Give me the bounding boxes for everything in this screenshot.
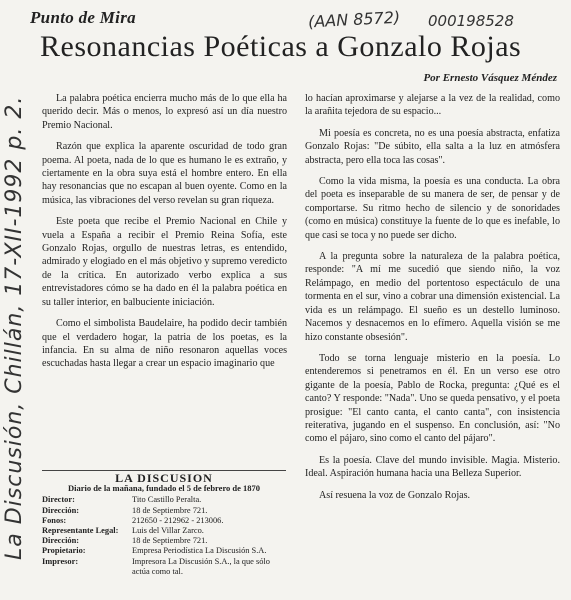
masthead-row	[42, 516, 286, 526]
masthead-row	[42, 495, 286, 505]
byline: Por Ernesto Vásquez Méndez	[423, 72, 557, 84]
section-title: Punto de Mira	[30, 8, 136, 27]
masthead-subtitle: Diario de la mañana, fundado el 5 de febrero de 1870	[67, 483, 261, 494]
masthead-key: Director:	[42, 495, 75, 505]
paragraph: Todo se torna lenguaje misterio en la poesía. Lo entenderemos si penetramos en él. En un verso ese otro gigante de la poesía, Pablo de Rocka, pregunta: ¿Qué es el canto? Y responde: "Nada". Uno se queda pensativo, y el poeta prosigue: "El canto canta, el canto canta", con insistencia reiterativa, jugando en el suspenso. En conclusión, así: "No como el pájaro, sino como el canto del pájaro".	[305, 352, 560, 445]
paragraph: Así resuena la voz de Gonzalo Rojas.	[319, 489, 471, 501]
masthead-value: Luis del Villar Zarco.	[132, 526, 204, 536]
paragraph: Como la vida misma, la poesía es una conducta. La obra del poeta es inseparable de su manera de ser, de pensar y de comportarse. Su ritmo hecho de silencio y de sonoridades (como en música) constituye la fuente de lo que es inefable, lo que casi se toca y no puede ser dicho.	[305, 176, 560, 241]
left-column	[42, 92, 287, 379]
masthead-title: LA DISCUSION	[115, 471, 213, 485]
paragraph: Razón que explica la aparente oscuridad de todo gran poema. Al poeta, nada de lo que es humano le es extraño, y ciertamente en la obra suya está el hombre entero. En ella hay resonancias que no escapan al buen oyente. Como en la música, las vibraciones del verso revelan su gran riqueza.	[42, 141, 287, 206]
masthead-row	[42, 506, 286, 516]
masthead-key: Dirección:	[42, 536, 80, 546]
masthead-key: Impresor:	[42, 556, 79, 566]
right-column	[305, 92, 560, 510]
masthead-key: Dirección:	[42, 505, 80, 515]
paragraph: A la pregunta sobre la naturaleza de la palabra poética, responde: "A mí me sucedió que siendo niño, la voz Relámpago, en medio del portentoso espectáculo de una tormenta en el sur, vino a cobrar una dimensión existencial. La vida es un relámpago. El sueño es un destello luminoso. Nacemos y desnacemos en lo efímero. Aquella visión se me hizo constante obsesión".	[305, 251, 560, 343]
masthead-value: 18 de Septiembre 721.	[132, 505, 208, 515]
masthead-row	[42, 557, 286, 577]
paragraph: La palabra poética encierra mucho más de lo que ella ha querido decir. Más o menos, lo expresó así un día nuestro Premio Nacional.	[42, 93, 287, 131]
paragraph: lo hacían aproximarse y alejarse a la vez de la realidad, como la arañita tejedora de su espacio...	[305, 93, 560, 118]
masthead-box	[42, 470, 286, 595]
handwritten-number: 000198528	[428, 12, 514, 30]
masthead-value: Tito Castillo Peralta.	[132, 495, 202, 505]
handwritten-code: (AAN 8572)	[307, 7, 401, 32]
handwritten-margin-note: La Discusión, Chillán, 17-XII-1992 p. 2.	[2, 95, 27, 560]
masthead-key: Representante Legal:	[42, 526, 119, 536]
masthead-value: 212650 - 212962 - 213006.	[132, 515, 224, 525]
paragraph: Este poeta que recibe el Premio Nacional en Chile y vuela a España a recibir el Premio Reina Sofía, este Gonzalo Rojas, orgullo de nuestras letras, es entendido, admirado y elogiado en el más objetivo y supremo veredicto de la crítica. En autorizado verbo explica a sus entrevistadores cómo se ha dado en él la palabra poética en su taller interior, en balbuciente iniciación.	[42, 216, 287, 308]
masthead-row	[42, 546, 286, 556]
paragraph: Mi poesía es concreta, no es una poesía abstracta, enfatiza Gonzalo Rojas: "De súbito, ella salta a la luz en atmósfera abstracta, pero ella toca las cosas".	[305, 127, 560, 166]
masthead-value: 18 de Septiembre 721.	[132, 536, 208, 546]
masthead-row	[42, 526, 286, 536]
masthead-key: Propietario:	[42, 546, 86, 556]
masthead-key: Fonos:	[42, 515, 67, 525]
masthead-value: Empresa Periodística La Discusión S.A.	[132, 546, 267, 556]
paragraph: Es la poesía. Clave del mundo invisible. Magia. Misterio. Ideal. Aspiración humana hacia una Belleza Superior.	[305, 454, 560, 480]
masthead-row	[42, 536, 286, 546]
paragraph: Como el simbolista Baudelaire, ha podido decir también que el verdadero hogar, la patria de los poetas, es la infancia. En su alma de niño resonaron aquellas voces escuchadas hasta llegar a crear un espacio imaginario que	[42, 318, 287, 370]
headline: Resonancias Poéticas a Gonzalo Rojas	[40, 30, 522, 63]
masthead-value: Impresora La Discusión S.A., la que sólo actúa como tal.	[132, 556, 270, 576]
